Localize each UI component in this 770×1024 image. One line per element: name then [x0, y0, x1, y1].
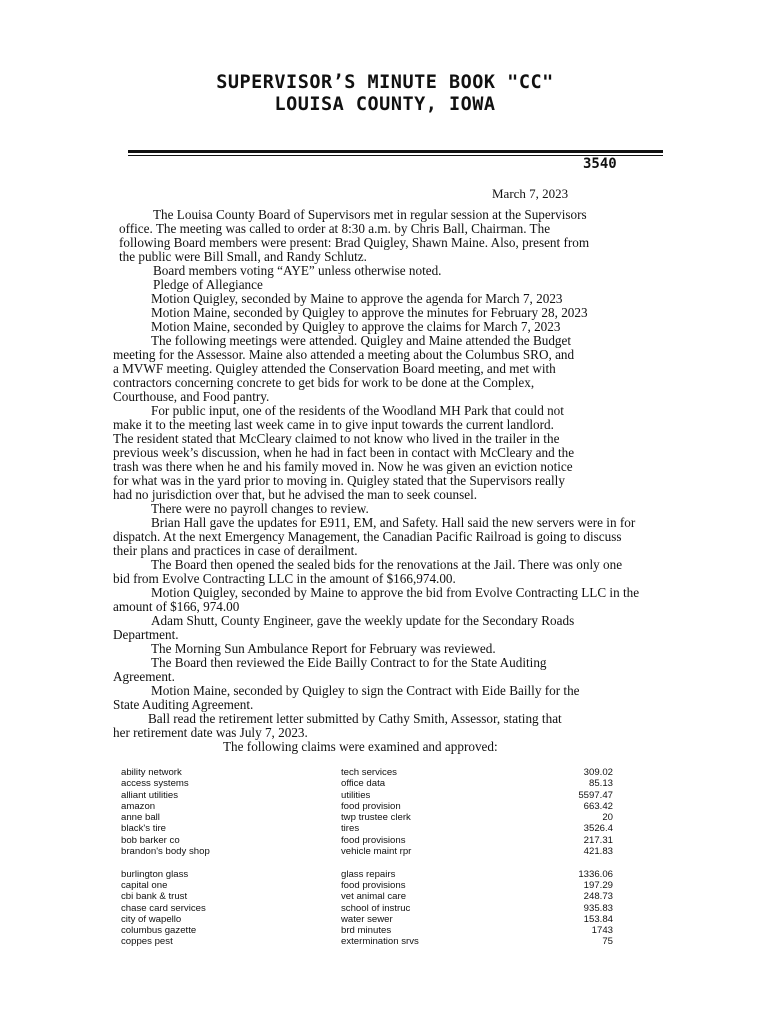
claim-amount: 217.31 [583, 834, 613, 846]
minutes-line: The following meetings were attended. Quigley and Maine attended the Budget [151, 333, 572, 348]
minutes-line: There were no payroll changes to review. [151, 501, 369, 516]
meeting-date: March 7, 2023 [492, 186, 569, 201]
minutes-line: Motion Maine, seconded by Quigley to approve the claims for March 7, 2023 [151, 319, 561, 334]
minutes-line: Agreement. [113, 669, 175, 684]
claim-vendor: city of wapello [121, 913, 182, 925]
claim-vendor: cbi bank & trust [121, 891, 188, 903]
claim-description: office data [341, 778, 386, 790]
minutes-line: meeting for the Assessor. Maine also attended a meeting about the Columbus SRO, and [113, 347, 575, 362]
claim-vendor: bob barker co [121, 834, 180, 846]
claim-vendor: brandon's body shop [121, 846, 210, 858]
minutes-line: Ball read the retirement letter submitted by Cathy Smith, Assessor, stating that [148, 711, 562, 726]
table-row [0, 925, 770, 936]
minutes-line: The Board then reviewed the Eide Bailly Contract to for the State Auditing [151, 655, 547, 670]
claim-vendor: chase card services [121, 902, 206, 914]
claim-amount: 1336.06 [578, 868, 613, 880]
claim-amount: 248.73 [583, 891, 613, 903]
table-row [0, 891, 770, 902]
claim-description: food provisions [341, 879, 406, 891]
minutes-line: for what was in the yard prior to moving in. Quigley stated that the Supervisors really [113, 473, 565, 488]
claim-vendor: access systems [121, 778, 189, 790]
claim-vendor: capital one [121, 879, 168, 891]
minutes-line: a MVWF meeting. Quigley attended the Conservation Board meeting, and met with [113, 361, 556, 376]
table-row [0, 823, 770, 834]
minutes-line: The Louisa County Board of Supervisors met in regular session at the Supervisors [153, 207, 587, 222]
minutes-line: contractors concerning concrete to get bids for work to be done at the Complex, [113, 375, 535, 390]
table-row [0, 936, 770, 947]
table-row [0, 846, 770, 869]
minutes-line: Brian Hall gave the updates for E911, EM, and Safety. Hall said the new servers were in for [151, 515, 636, 530]
claim-vendor: black's tire [121, 823, 167, 835]
claim-amount: 935.83 [583, 902, 613, 914]
claim-amount: 85.13 [588, 778, 613, 790]
claim-description: twp trustee clerk [341, 812, 411, 824]
claim-amount: 197.29 [583, 879, 613, 891]
minutes-line: trash was there when he and his family moved in. Now he was given an eviction notice [113, 459, 573, 474]
claim-description: vehicle maint rpr [341, 846, 412, 858]
claim-description: tires [341, 823, 360, 835]
claim-amount: 309.02 [583, 767, 613, 778]
claim-amount: 20 [602, 812, 613, 824]
claim-amount: 75 [602, 936, 613, 948]
claim-description: extermination srvs [341, 936, 419, 948]
minutes-line: dispatch. At the next Emergency Management, the Canadian Pacific Railroad is going to discuss [113, 529, 622, 544]
page-title-line2: LOUISA COUNTY, IOWA [274, 94, 496, 115]
table-row [0, 790, 770, 801]
minutes-line: Motion Quigley, seconded by Maine to approve the agenda for March 7, 2023 [151, 291, 563, 306]
page-title-line1: SUPERVISOR’S MINUTE BOOK "CC" [216, 72, 554, 93]
minutes-line: bid from Evolve Contracting LLC in the amount of $166,974.00. [113, 571, 456, 586]
claim-vendor: coppes pest [121, 936, 173, 948]
minutes-line: For public input, one of the residents of the Woodland MH Park that could not [151, 403, 564, 418]
claim-vendor: columbus gazette [121, 925, 197, 937]
minutes-line: Courthouse, and Food pantry. [113, 389, 270, 404]
claims-table [0, 767, 770, 948]
claim-description: vet animal care [341, 891, 407, 903]
table-row [0, 812, 770, 823]
table-row [0, 869, 770, 880]
claim-vendor: ability network [121, 767, 182, 778]
claim-description: tech services [341, 767, 397, 778]
minutes-line: Motion Quigley, seconded by Maine to approve the bid from Evolve Contracting LLC in the [151, 585, 640, 600]
minutes-line: Motion Maine, seconded by Quigley to sign the Contract with Eide Bailly for the [151, 683, 580, 698]
claim-description: glass repairs [341, 868, 396, 880]
minutes-line: make it to the meeting last week came in to give input towards the current landlord. [113, 417, 554, 432]
minutes-line: Board members voting “AYE” unless otherwise noted. [153, 263, 442, 278]
claim-description: food provisions [341, 834, 406, 846]
table-row [0, 835, 770, 846]
minutes-line: State Auditing Agreement. [113, 697, 254, 712]
claim-vendor: burlington glass [121, 868, 189, 880]
claim-vendor: alliant utilities [121, 789, 179, 801]
table-row [0, 880, 770, 891]
table-row [0, 903, 770, 914]
minutes-line: had no jurisdiction over that, but he advised the man to seek counsel. [113, 487, 478, 502]
minutes-line: Adam Shutt, County Engineer, gave the weekly update for the Secondary Roads [151, 613, 575, 628]
minutes-line: The resident stated that McCleary claimed to not know who lived in the trailer in the [113, 431, 560, 446]
header-rule-thick [128, 150, 663, 153]
minutes-line: Motion Maine, seconded by Quigley to approve the minutes for February 28, 2023 [151, 305, 588, 320]
minutes-line: office. The meeting was called to order at 8:30 a.m. by Chris Ball, Chairman. The [119, 221, 551, 236]
claim-vendor: anne ball [121, 812, 160, 824]
claim-vendor: amazon [121, 800, 156, 812]
minutes-line: The Board then opened the sealed bids for the renovations at the Jail. There was only one [151, 557, 623, 572]
claim-amount: 1743 [591, 925, 613, 937]
claim-amount: 663.42 [583, 800, 613, 812]
claim-description: brd minutes [341, 925, 392, 937]
minutes-line: Department. [113, 627, 179, 642]
table-row [0, 767, 770, 778]
claim-description: utilities [341, 789, 371, 801]
minutes-line: following Board members were present: Brad Quigley, Shawn Maine. Also, present from [119, 235, 590, 250]
minutes-line: Pledge of Allegiance [153, 277, 263, 292]
table-row [0, 778, 770, 789]
minutes-line: their plans and practices in case of derailment. [113, 543, 358, 558]
table-row [0, 801, 770, 812]
claim-amount: 421.83 [583, 846, 613, 858]
claim-amount: 5597.47 [578, 789, 613, 801]
minutes-line: her retirement date was July 7, 2023. [113, 725, 308, 740]
page-number: 3540 [583, 156, 617, 172]
claim-description: water sewer [341, 913, 393, 925]
minutes-line: The Morning Sun Ambulance Report for February was reviewed. [151, 641, 496, 656]
minutes-line: The following claims were examined and approved: [223, 739, 498, 754]
claim-description: food provision [341, 800, 401, 812]
claim-description: school of instruc [341, 902, 411, 914]
table-row [0, 914, 770, 925]
minutes-line: previous week’s discussion, when he had in fact been in contact with McCleary and the [113, 445, 575, 460]
claim-amount: 3526.4 [583, 823, 613, 835]
claim-amount: 153.84 [583, 913, 613, 925]
minutes-line: the public were Bill Small, and Randy Schlutz. [119, 249, 367, 264]
minutes-line: amount of $166, 974.00 [113, 599, 240, 614]
